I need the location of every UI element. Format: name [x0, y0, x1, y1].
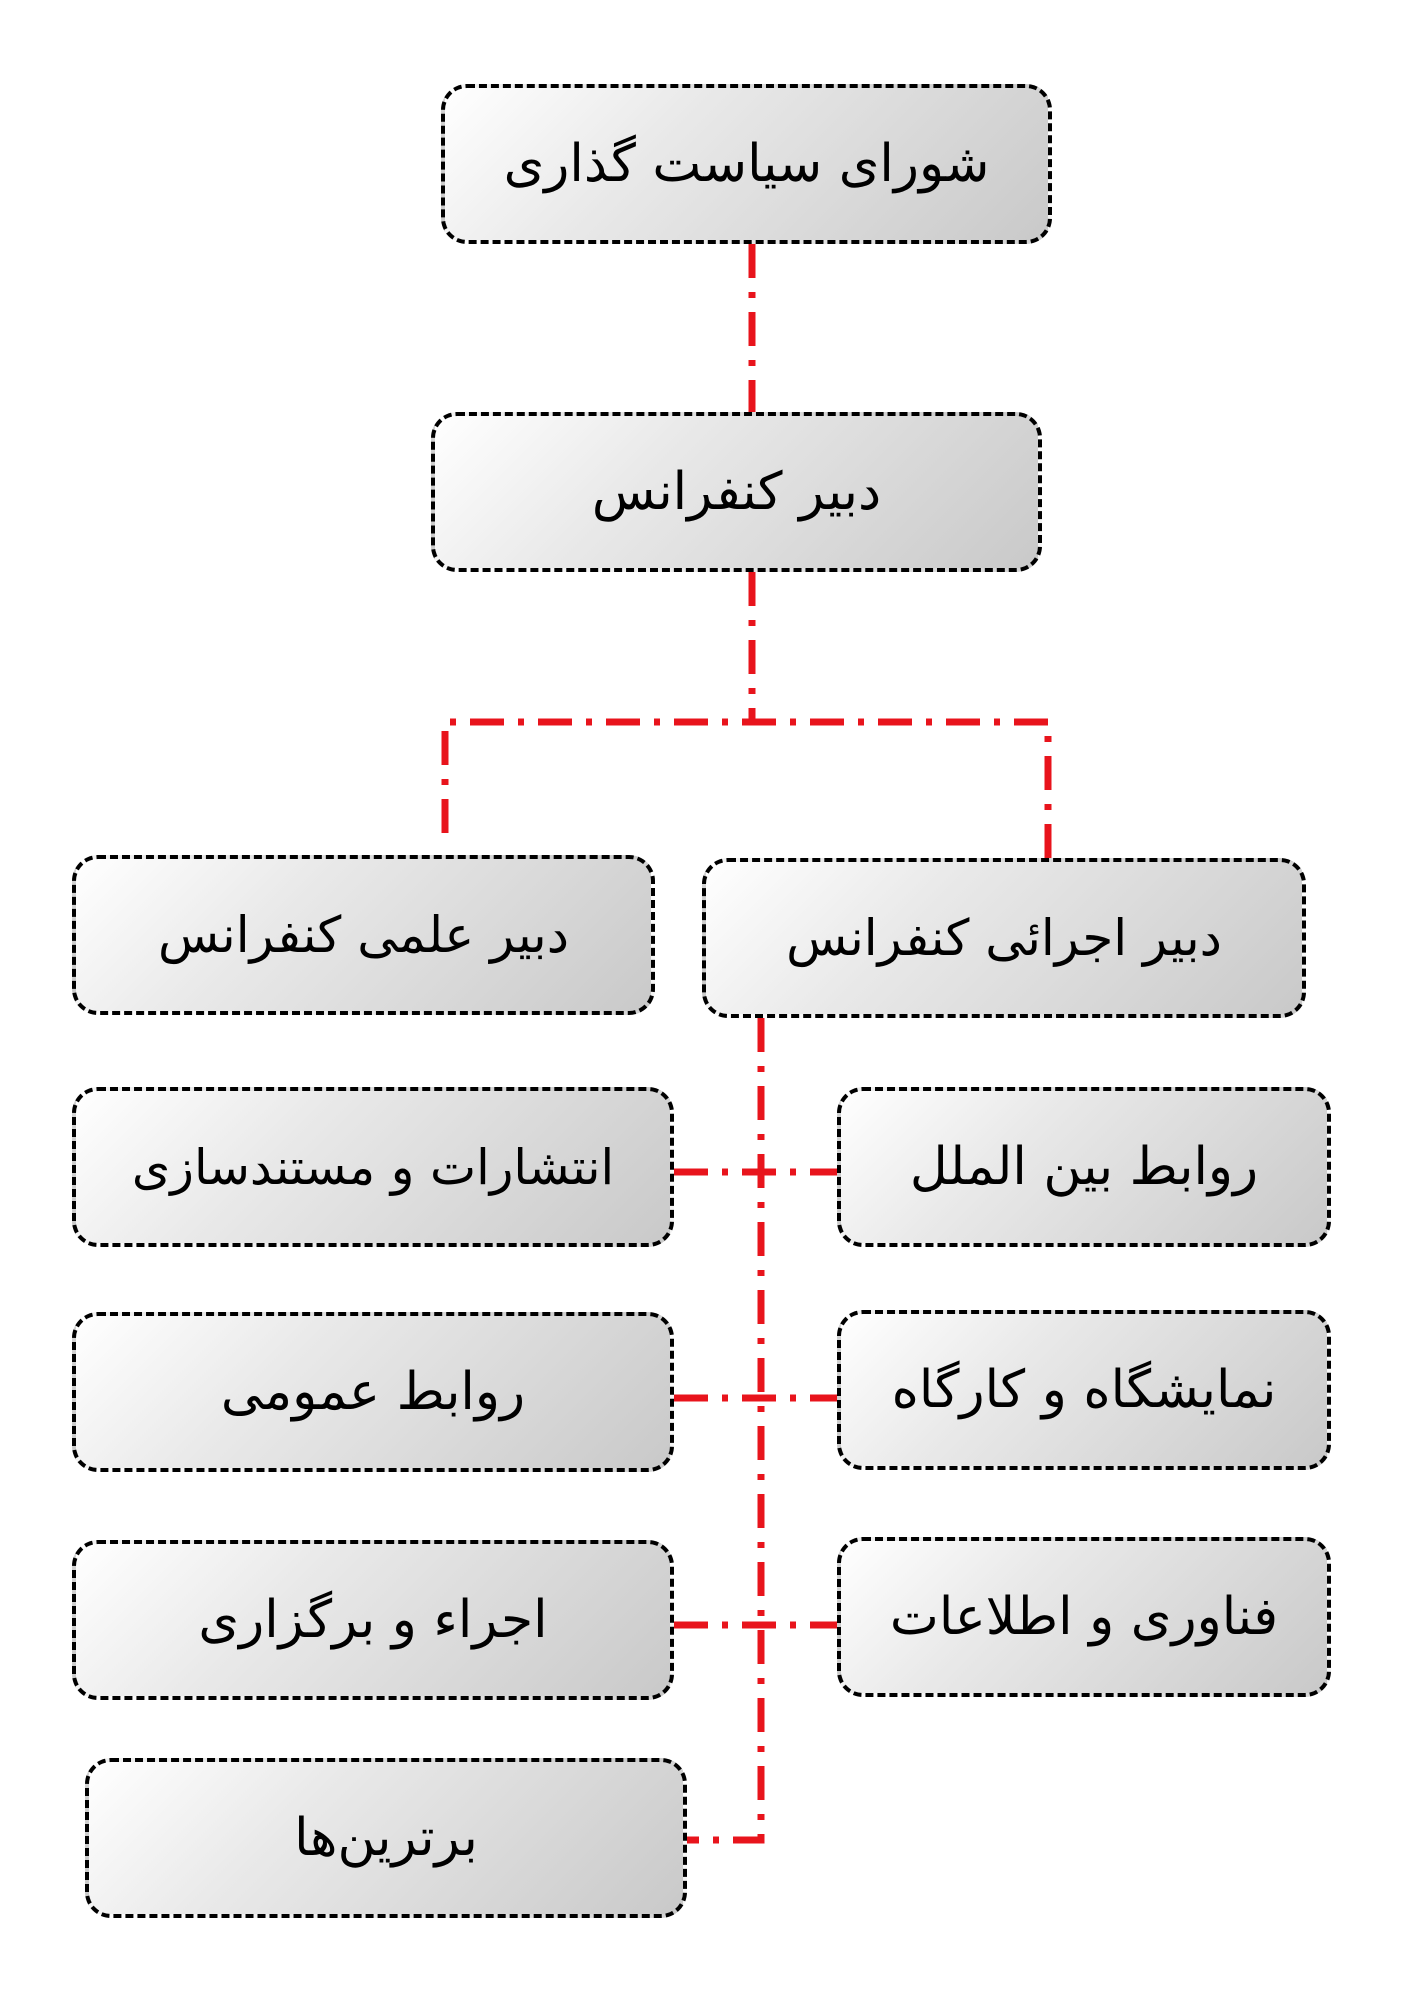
connector-split-horizontal: [445, 722, 1048, 858]
node-conference-secretary-label: دبیر کنفرانس: [591, 462, 882, 522]
node-international-relations-label: روابط بین الملل: [909, 1137, 1259, 1197]
node-execution-holding: [72, 1540, 674, 1700]
node-best-label: برترین‌ها: [294, 1808, 478, 1868]
node-policy-council: [441, 84, 1052, 244]
node-exhibition-workshop: [837, 1310, 1331, 1470]
node-it-label: فناوری و اطلاعات: [889, 1587, 1279, 1647]
node-international-relations: [837, 1087, 1331, 1247]
node-executive-secretary-label: دبیر اجرائی کنفرانس: [786, 909, 1222, 967]
node-scientific-secretary-label: دبیر علمی کنفرانس: [158, 906, 569, 964]
node-execution-holding-label: اجراء و برگزاری: [198, 1590, 548, 1650]
node-public-relations: [72, 1312, 674, 1472]
node-conference-secretary: [431, 412, 1042, 572]
connector-executive-trunk: [687, 1018, 761, 1840]
node-exhibition-workshop-label: نمایشگاه و کارگاه: [891, 1360, 1277, 1420]
node-public-relations-label: روابط عمومی: [220, 1362, 526, 1422]
node-executive-secretary: [702, 858, 1306, 1018]
node-publications: [72, 1087, 674, 1247]
node-scientific-secretary: [72, 855, 655, 1015]
node-policy-council-label: شورای سیاست گذاری: [503, 134, 990, 194]
node-best: [85, 1758, 687, 1918]
node-publications-label: انتشارات و مستندسازی: [131, 1138, 615, 1196]
node-it: [837, 1537, 1331, 1697]
